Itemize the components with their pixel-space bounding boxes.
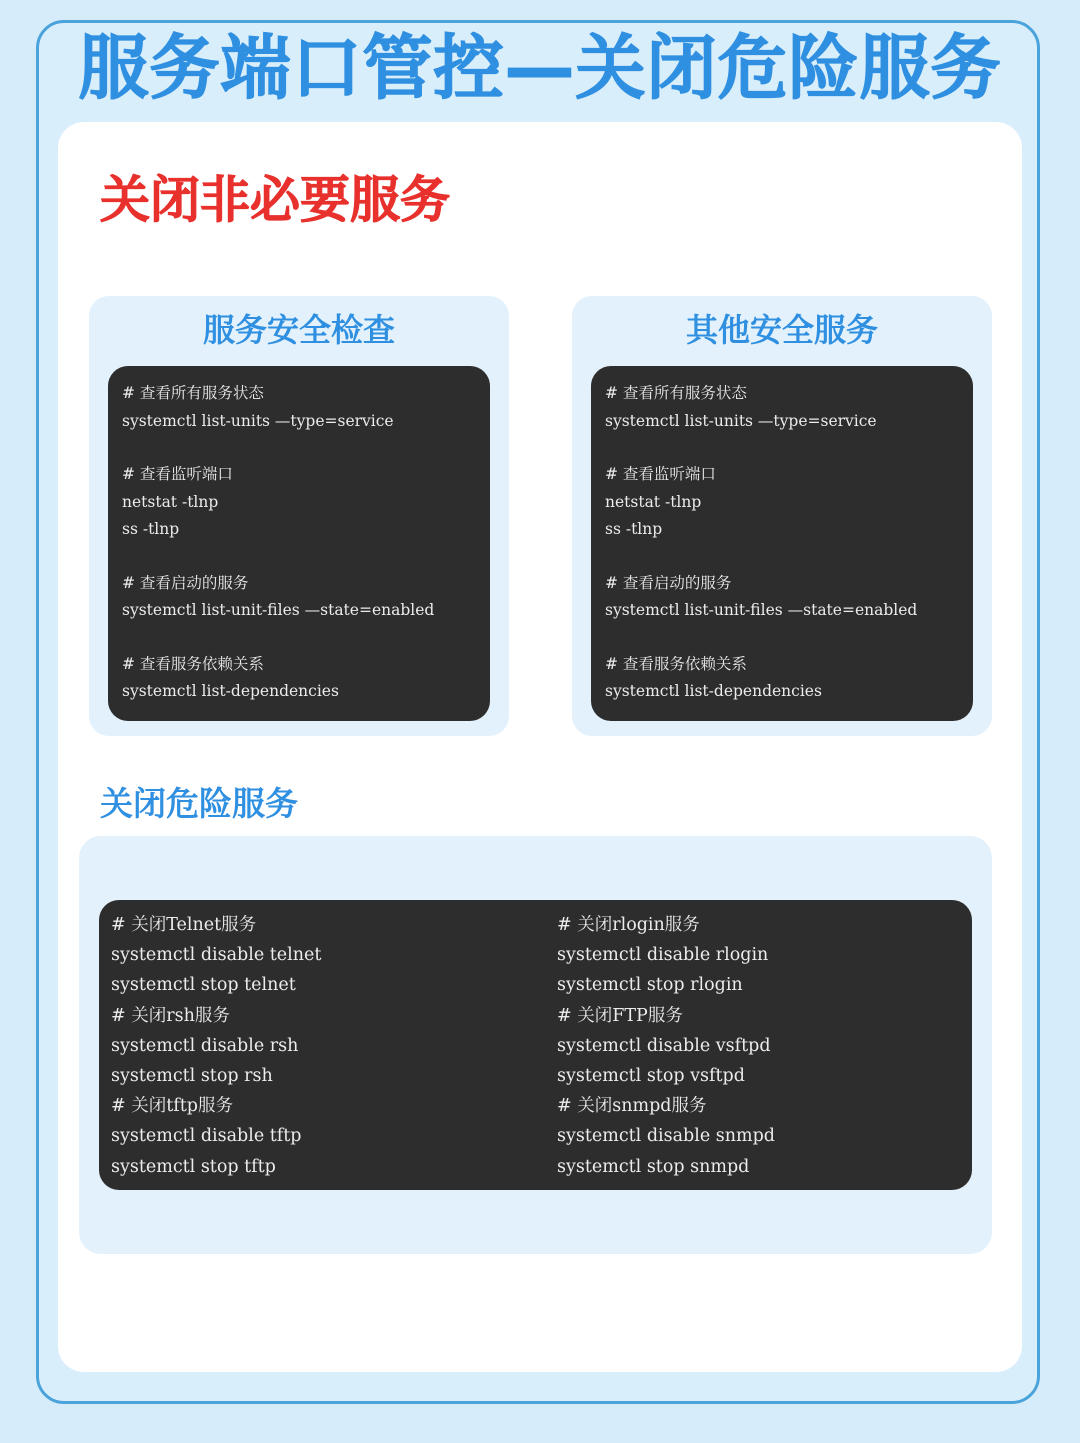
code-line: systemctl disable tftp <box>111 1126 302 1147</box>
code-line <box>122 435 490 461</box>
code-line: systemctl stop rsh <box>111 1065 273 1086</box>
code-line: systemctl list-units —type=service <box>122 411 394 430</box>
code-block <box>99 900 972 1190</box>
code-line <box>605 544 973 570</box>
code-line <box>122 625 490 651</box>
code-line: # 关闭rsh服务 <box>111 1005 230 1026</box>
code-line: systemctl disable snmpd <box>557 1126 776 1147</box>
code-line: # 查看服务依赖关系 <box>122 654 264 673</box>
code-line: systemctl stop snmpd <box>557 1156 750 1177</box>
code-line: # 关闭rlogin服务 <box>557 915 700 935</box>
code-line: systemctl stop rlogin <box>557 975 743 996</box>
dangerous-services-title: 关闭危险服务 <box>100 784 298 823</box>
code-line <box>605 625 973 651</box>
code-line: systemctl list-dependencies <box>605 682 822 700</box>
code-column-right <box>557 910 775 1182</box>
code-line: systemctl list-unit-files —state=enabled <box>605 601 918 619</box>
code-block <box>108 366 490 721</box>
code-line: netstat -tlnp <box>605 492 702 511</box>
code-line: # 查看服务依赖关系 <box>605 654 747 673</box>
code-line: systemctl disable telnet <box>111 945 322 966</box>
code-line: systemctl disable rlogin <box>557 945 769 966</box>
code-line: systemctl disable vsftpd <box>557 1035 771 1056</box>
code-line: systemctl list-dependencies <box>122 682 339 700</box>
other-security-panel <box>572 296 992 736</box>
code-line: systemctl stop vsftpd <box>557 1065 745 1086</box>
code-line: netstat -tlnp <box>122 492 219 511</box>
code-line: # 关闭Telnet服务 <box>111 915 257 935</box>
code-line: # 关闭FTP服务 <box>557 1005 683 1026</box>
code-line: systemctl stop telnet <box>111 975 296 996</box>
code-line: # 查看启动的服务 <box>605 573 732 592</box>
code-line: systemctl list-units —type=service <box>605 411 877 430</box>
code-line <box>122 544 490 570</box>
panel-title: 服务安全检查 <box>202 311 395 349</box>
code-line: # 查看启动的服务 <box>122 573 249 592</box>
code-column-left <box>111 910 321 1182</box>
page-title: 服务端口管控—关闭危险服务 <box>78 27 1002 109</box>
panel-title: 其他安全服务 <box>685 311 878 349</box>
code-line: ss -tlnp <box>122 520 180 538</box>
code-line <box>605 435 973 461</box>
code-line: ss -tlnp <box>605 520 663 538</box>
code-line: # 关闭tftp服务 <box>111 1096 233 1117</box>
code-line: # 查看监听端口 <box>122 465 233 483</box>
code-line: systemctl disable rsh <box>111 1035 299 1056</box>
code-line: # 查看所有服务状态 <box>122 384 264 402</box>
code-line: systemctl list-unit-files —state=enabled <box>122 601 435 619</box>
code-line: # 查看监听端口 <box>605 465 716 483</box>
code-line: # 关闭snmpd服务 <box>557 1096 707 1117</box>
code-block <box>591 366 973 721</box>
code-line: # 查看所有服务状态 <box>605 384 747 402</box>
dangerous-services-panel <box>79 836 992 1254</box>
service-check-panel <box>89 296 509 736</box>
code-line: systemctl stop tftp <box>111 1156 276 1177</box>
section-title: 关闭非必要服务 <box>100 171 450 229</box>
